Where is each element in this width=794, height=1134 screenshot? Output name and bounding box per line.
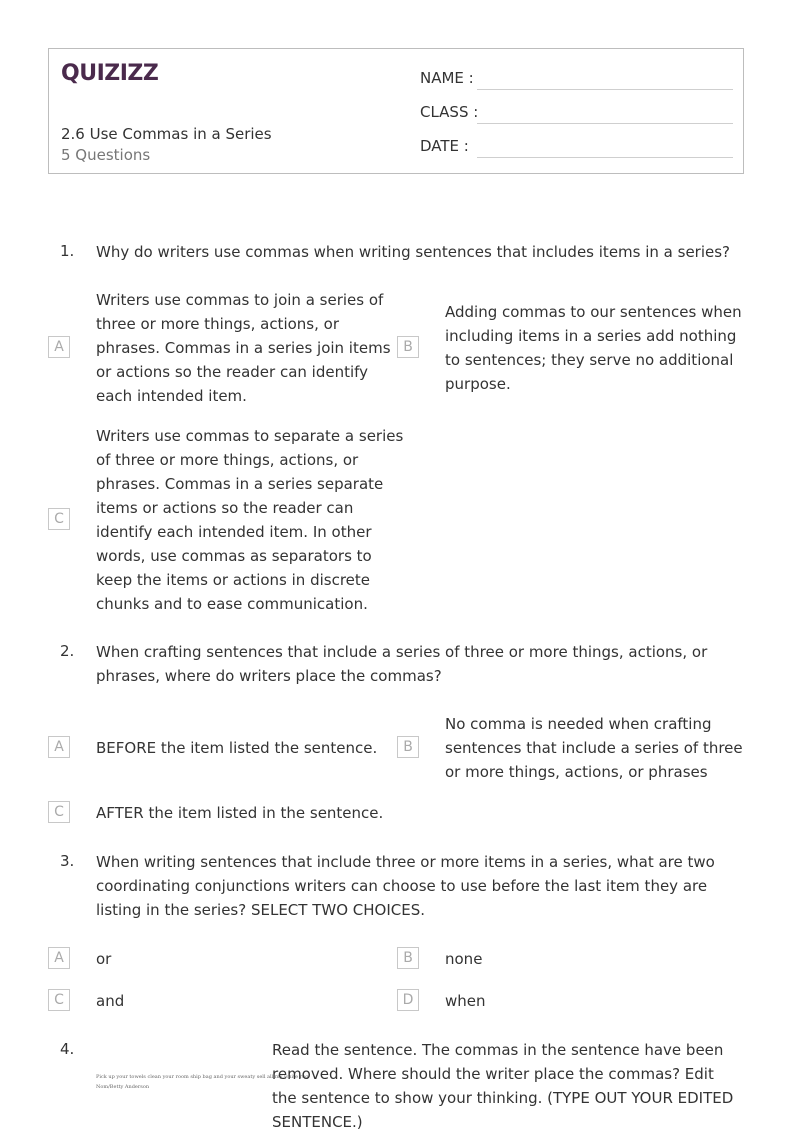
question-text: When writing sentences that include three or more items in a series, what are two coordinating conjunctions writers can choose to use before the last item they are listing in the series? SELECT TWO CHOICES. bbox=[96, 853, 715, 919]
option-letter-d[interactable]: D bbox=[397, 989, 419, 1011]
option-text: BEFORE the item listed the sentence. bbox=[96, 739, 378, 757]
name-field[interactable] bbox=[477, 89, 733, 90]
option-letter-a[interactable]: A bbox=[48, 336, 70, 358]
image-sentence-text: Pick up your towels clean your room ship bag and your sweaty sell all my white rug bbox=[96, 1074, 309, 1080]
question-number: 3. bbox=[60, 852, 75, 870]
option-text: AFTER the item listed in the sentence. bbox=[96, 804, 384, 822]
question-number: 2. bbox=[60, 642, 75, 660]
question-text: Why do writers use commas when writing sentences that includes items in a series? bbox=[96, 243, 731, 261]
option-text: when bbox=[445, 992, 486, 1010]
name-label: NAME : bbox=[420, 69, 474, 87]
option-text: Adding commas to our sentences when including items in a series add nothing to sentences; they serve no additional purpose. bbox=[445, 303, 742, 393]
option-letter-c[interactable]: C bbox=[48, 801, 70, 823]
option-text: Writers use commas to separate a series of three or more things, actions, or phrases. Commas in a series separate items or actions so the reader can identify each intended item. In other words, use commas as separators to keep the items or actions in discrete chunks and to ease communication. bbox=[96, 427, 404, 613]
option-text: and bbox=[96, 992, 125, 1010]
option-text: none bbox=[445, 950, 483, 968]
question-text: Read the sentence. The commas in the sentence have been removed. Where should the writer place the commas? Edit the sentence to show your thinking. (TYPE OUT YOUR EDITED SENTENCE.) bbox=[272, 1041, 734, 1131]
date-field[interactable] bbox=[477, 157, 733, 158]
question-text: When crafting sentences that include a series of three or more things, actions, or phrases, where do writers place the commas? bbox=[96, 643, 708, 685]
option-letter-a[interactable]: A bbox=[48, 947, 70, 969]
option-text: Writers use commas to join a series of three or more things, actions, or phrases. Commas in a series join items or actions so the reader can identify each intended item. bbox=[96, 291, 391, 405]
question-number: 4. bbox=[60, 1040, 75, 1058]
option-text: or bbox=[96, 950, 112, 968]
worksheet-header bbox=[48, 48, 744, 174]
option-letter-a[interactable]: A bbox=[48, 736, 70, 758]
question-number: 1. bbox=[60, 242, 75, 260]
question-image bbox=[96, 1074, 309, 1098]
worksheet-title: 2.6 Use Commas in a Series bbox=[61, 125, 272, 143]
option-letter-b[interactable]: B bbox=[397, 736, 419, 758]
quizizz-logo: QUIZIZZ bbox=[61, 61, 159, 86]
class-field[interactable] bbox=[477, 123, 733, 124]
image-caption: Nom/Betty Anderson bbox=[96, 1084, 150, 1090]
class-label: CLASS : bbox=[420, 103, 479, 121]
option-letter-c[interactable]: C bbox=[48, 508, 70, 530]
question-count: 5 Questions bbox=[61, 146, 151, 164]
option-letter-c[interactable]: C bbox=[48, 989, 70, 1011]
option-text: No comma is needed when crafting sentences that include a series of three or more things, actions, or phrases bbox=[445, 715, 743, 781]
date-label: DATE : bbox=[420, 137, 469, 155]
option-letter-b[interactable]: B bbox=[397, 336, 419, 358]
option-letter-b[interactable]: B bbox=[397, 947, 419, 969]
